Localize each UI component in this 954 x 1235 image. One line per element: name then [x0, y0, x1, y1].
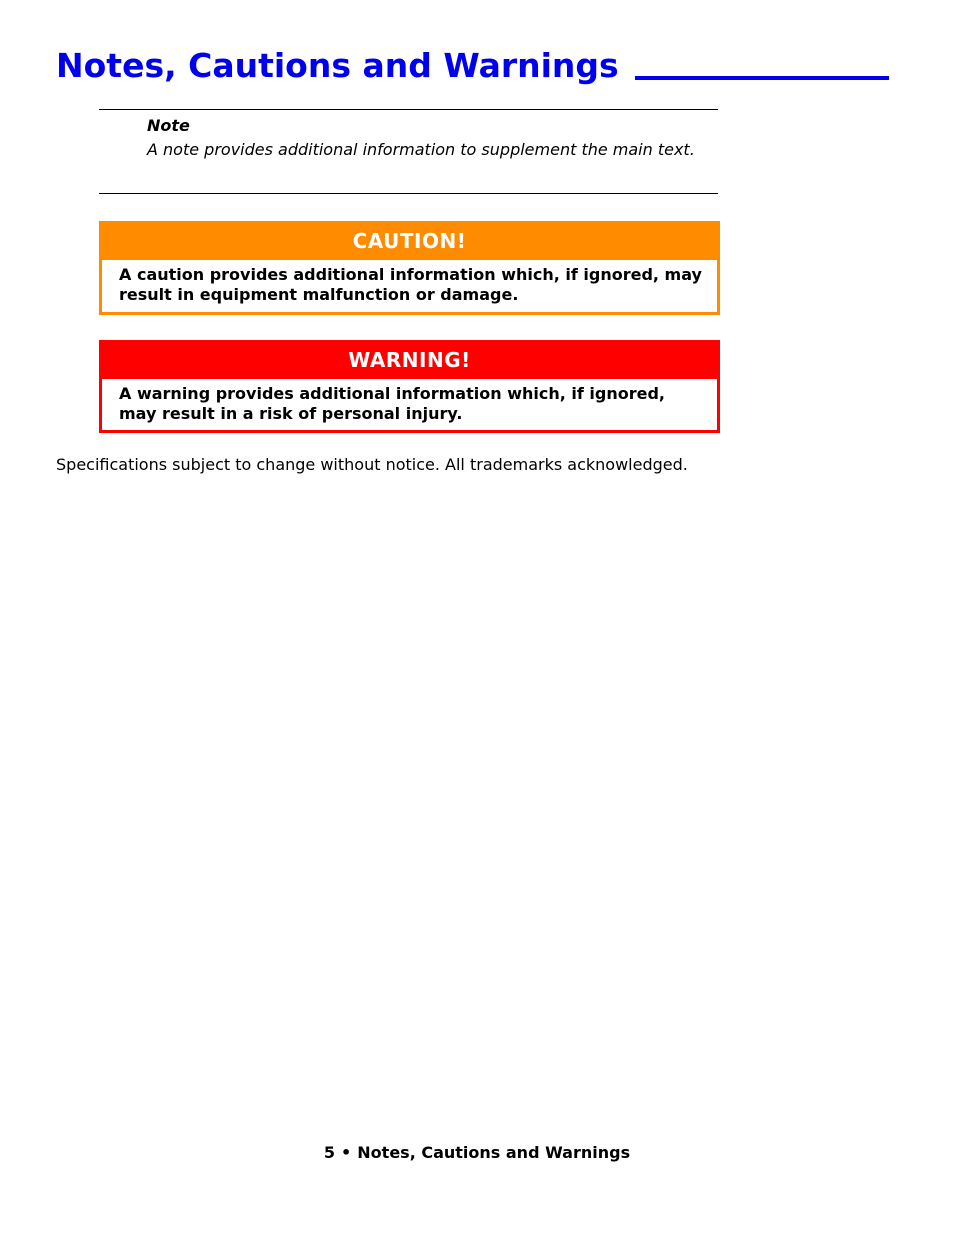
warning-header: WARNING!	[102, 343, 717, 379]
footer-section-title: Notes, Cautions and Warnings	[357, 1143, 631, 1162]
note-block	[99, 109, 718, 194]
title-underline-rule	[635, 76, 889, 80]
warning-text: A warning provides additional information which, if ignored, may result in a risk of personal injury.	[102, 379, 717, 424]
page-title-text: Notes, Cautions and Warnings	[56, 46, 619, 85]
caution-text: A caution provides additional information which, if ignored, may result in equipment malfunction or damage.	[102, 260, 717, 305]
page-footer	[0, 1143, 954, 1163]
warning-box	[99, 340, 720, 433]
caution-box	[99, 221, 720, 315]
caution-header: CAUTION!	[102, 224, 717, 260]
note-label: Note	[147, 116, 190, 135]
page-number: 5	[323, 1143, 336, 1162]
footer-bullet: •	[341, 1143, 352, 1162]
specifications-notice: Specifications subject to change without notice. All trademarks acknowledged.	[56, 455, 688, 474]
page-title	[56, 42, 889, 90]
note-text: A note provides additional information to supplement the main text.	[147, 140, 695, 159]
